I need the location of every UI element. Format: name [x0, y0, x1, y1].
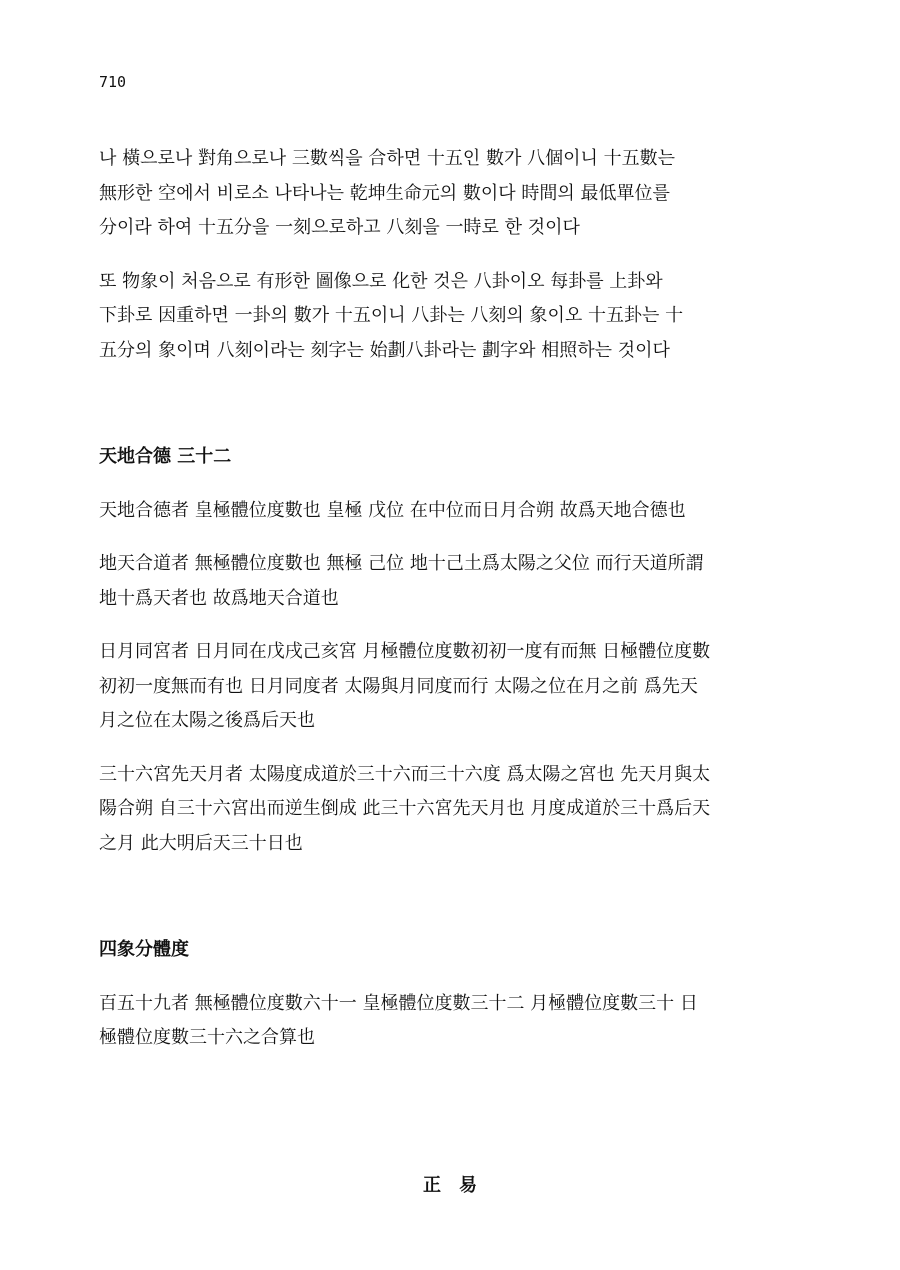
section1-paragraph-2 [99, 547, 759, 616]
section2-paragraph-1 [99, 987, 759, 1056]
section-heading-sixiang: 四象分體度 [99, 939, 189, 960]
page-body [99, 142, 759, 1056]
section1-paragraph-3 [99, 635, 759, 739]
text-line: 地十爲天者也 故爲地天合道也 [99, 587, 339, 609]
text-line: 三十六宮先天月者 太陽度成道於三十六而三十六度 爲太陽之宮也 先天月與太 [99, 763, 711, 785]
text-line: 地天合道者 無極體位度數也 無極 己位 地十己土爲太陽之父位 而行天道所謂 [99, 553, 704, 574]
section-heading-tiandi-hede: 天地合德 三十二 [99, 446, 232, 467]
text-line: 月之位在太陽之後爲后天也 [99, 710, 315, 731]
text-line: 五分의 象이며 八刻이라는 刻字는 始劃八卦라는 劃字와 相照하는 것이다 [99, 339, 670, 361]
section1-paragraph-1 [99, 494, 759, 529]
running-footer-title: 正易 [423, 1175, 495, 1196]
text-line: 無形한 空에서 비로소 나타나는 乾坤生命元의 數이다 時間의 最低單位를 [99, 182, 670, 204]
intro-paragraph-2 [99, 265, 759, 369]
text-line: 日月同宮者 日月同在戊戌己亥宮 月極體位度數初初一度有而無 日極體位度數 [99, 641, 711, 662]
text-line: 天地合德者 皇極體位度數也 皇極 戊位 在中位而日月合朔 故爲天地合德也 [99, 499, 686, 521]
text-line: 陽合朔 自三十六宮出而逆生倒成 此三十六宮先天月也 月度成道於三十爲后天 [99, 798, 711, 819]
text-line: 또 物象이 처음으로 有形한 圖像으로 化한 것은 八卦이오 每卦를 上卦와 [99, 270, 663, 292]
text-line: 初初一度無而有也 日月同度者 太陽與月同度而行 太陽之位在月之前 爲先天 [99, 675, 698, 697]
page-number: 710 [99, 73, 127, 91]
text-line: 之月 此大明后天三十日也 [99, 832, 303, 854]
text-line: 分이라 하여 十五分을 一刻으로하고 八刻을 一時로 한 것이다 [99, 217, 580, 238]
text-line: 나 橫으로나 對角으로나 三數씩을 合하면 十五인 數가 八個이니 十五數는 [99, 148, 675, 169]
text-line: 下卦로 因重하면 一卦의 數가 十五이니 八卦는 八刻의 象이오 十五卦는 十 [99, 305, 684, 326]
intro-paragraph-1 [99, 142, 759, 246]
section1-paragraph-4 [99, 758, 759, 862]
text-line: 百五十九者 無極體位度數六十一 皇極體位度數三十二 月極體位度數三十 日 [99, 992, 698, 1014]
text-line: 極體位度數三十六之合算也 [99, 1027, 315, 1048]
